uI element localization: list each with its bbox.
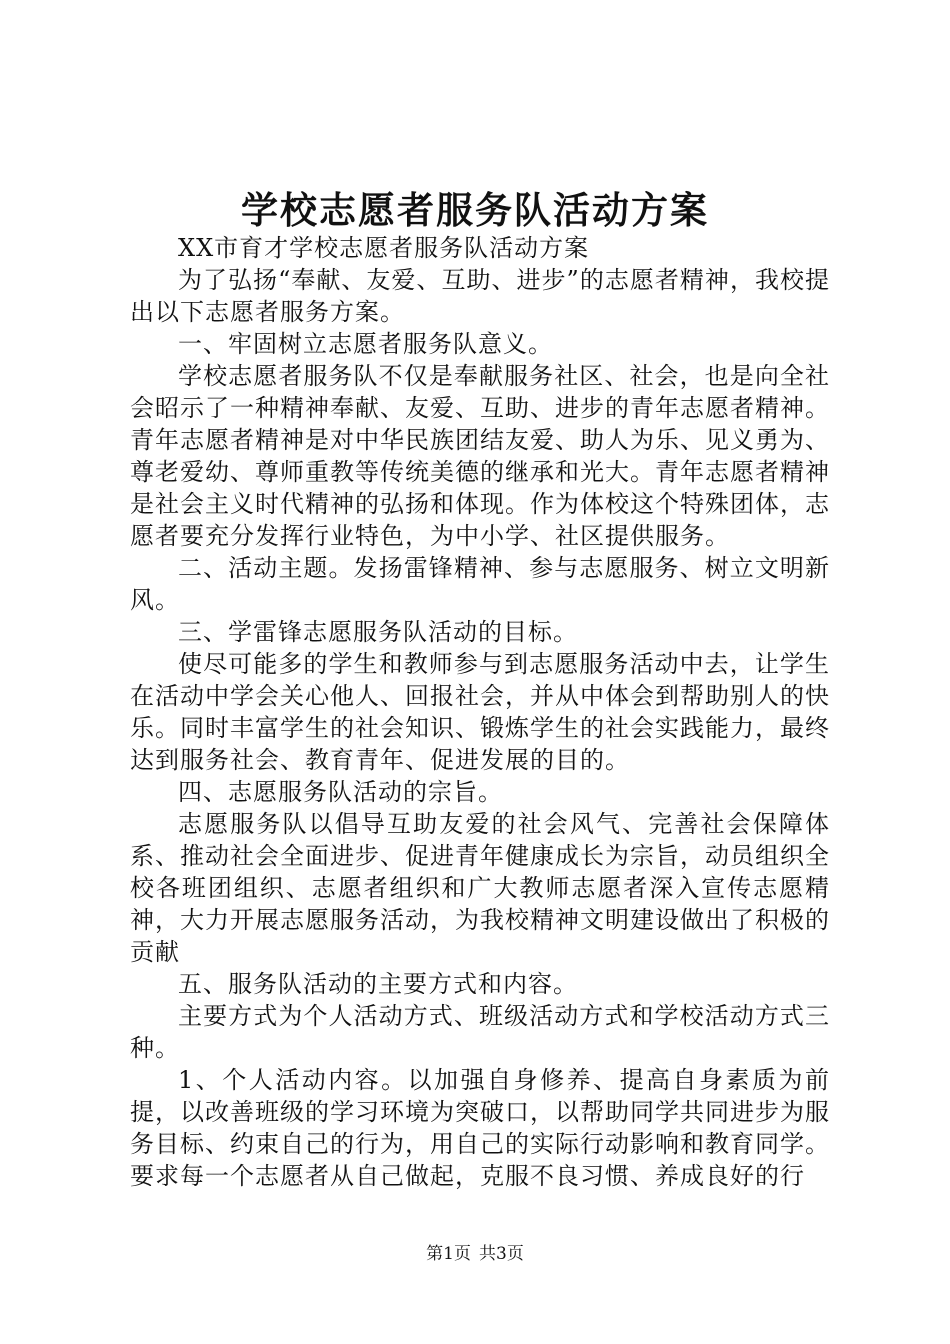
paragraph-intro: 为了弘扬“奉献、友爱、互助、进步”的志愿者精神，我校提出以下志愿者服务方案。 (130, 266, 830, 326)
section-heading-4: 四、志愿服务队活动的宗旨。 (178, 778, 503, 806)
paragraph-significance: 学校志愿者服务队不仅是奉献服务社区、社会，也是向全社会昭示了一种精神奉献、友爱、互助、进步的青年志愿者精神。青年志愿者精神是对中华民族团结友爱、助人为乐、见义勇为、尊老爱幼、尊师重教等传统美德的继承和光大。青年志愿者精神是社会主义时代精神的弘扬和体现。作为体校这个特殊团体，志愿者要充分发挥行业特色，为中小学、社区提供服务。 (130, 362, 830, 550)
paragraph-purpose: 志愿服务队以倡导互助友爱的社会风气、完善社会保障体系、推动社会全面进步、促进青年健康成长为宗旨，动员组织全校各班团组织、志愿者组织和广大教师志愿者深入宣传志愿精神，大力开展志愿服务活动，为我校精神文明建设做出了积极的贡献 (130, 810, 830, 966)
paragraph-methods: 主要方式为个人活动方式、班级活动方式和学校活动方式三种。 (130, 1002, 830, 1062)
section-heading-2: 二、活动主题。发扬雷锋精神、参与志愿服务、树立文明新风。 (130, 554, 830, 614)
section-heading-3: 三、学雷锋志愿服务队活动的目标。 (178, 618, 578, 646)
paragraph-subtitle: XX市育才学校志愿者服务队活动方案 (178, 234, 590, 262)
section-heading-1: 一、牢固树立志愿者服务队意义。 (178, 330, 553, 358)
page-total: 共3页 (479, 1244, 524, 1264)
document-title: 学校志愿者服务队活动方案 (241, 188, 709, 232)
page-number: 第1页 (426, 1244, 471, 1264)
section-heading-5: 五、服务队活动的主要方式和内容。 (178, 970, 578, 998)
document-body (130, 232, 830, 1192)
paragraph-individual-activities: 1、个人活动内容。以加强自身修养、提高自身素质为前提，以改善班级的学习环境为突破口，以帮助同学共同进步为服务目标、约束自己的行为，用自己的实际行动影响和教育同学。要求每一个志愿者从自己做起，克服不良习惯、养成良好的行 (130, 1066, 830, 1190)
page-footer (0, 1242, 950, 1266)
paragraph-goals: 使尽可能多的学生和教师参与到志愿服务活动中去，让学生在活动中学会关心他人、回报社会，并从中体会到帮助别人的快乐。同时丰富学生的社会知识、锻炼学生的社会实践能力，最终达到服务社会、教育青年、促进发展的目的。 (130, 650, 830, 774)
